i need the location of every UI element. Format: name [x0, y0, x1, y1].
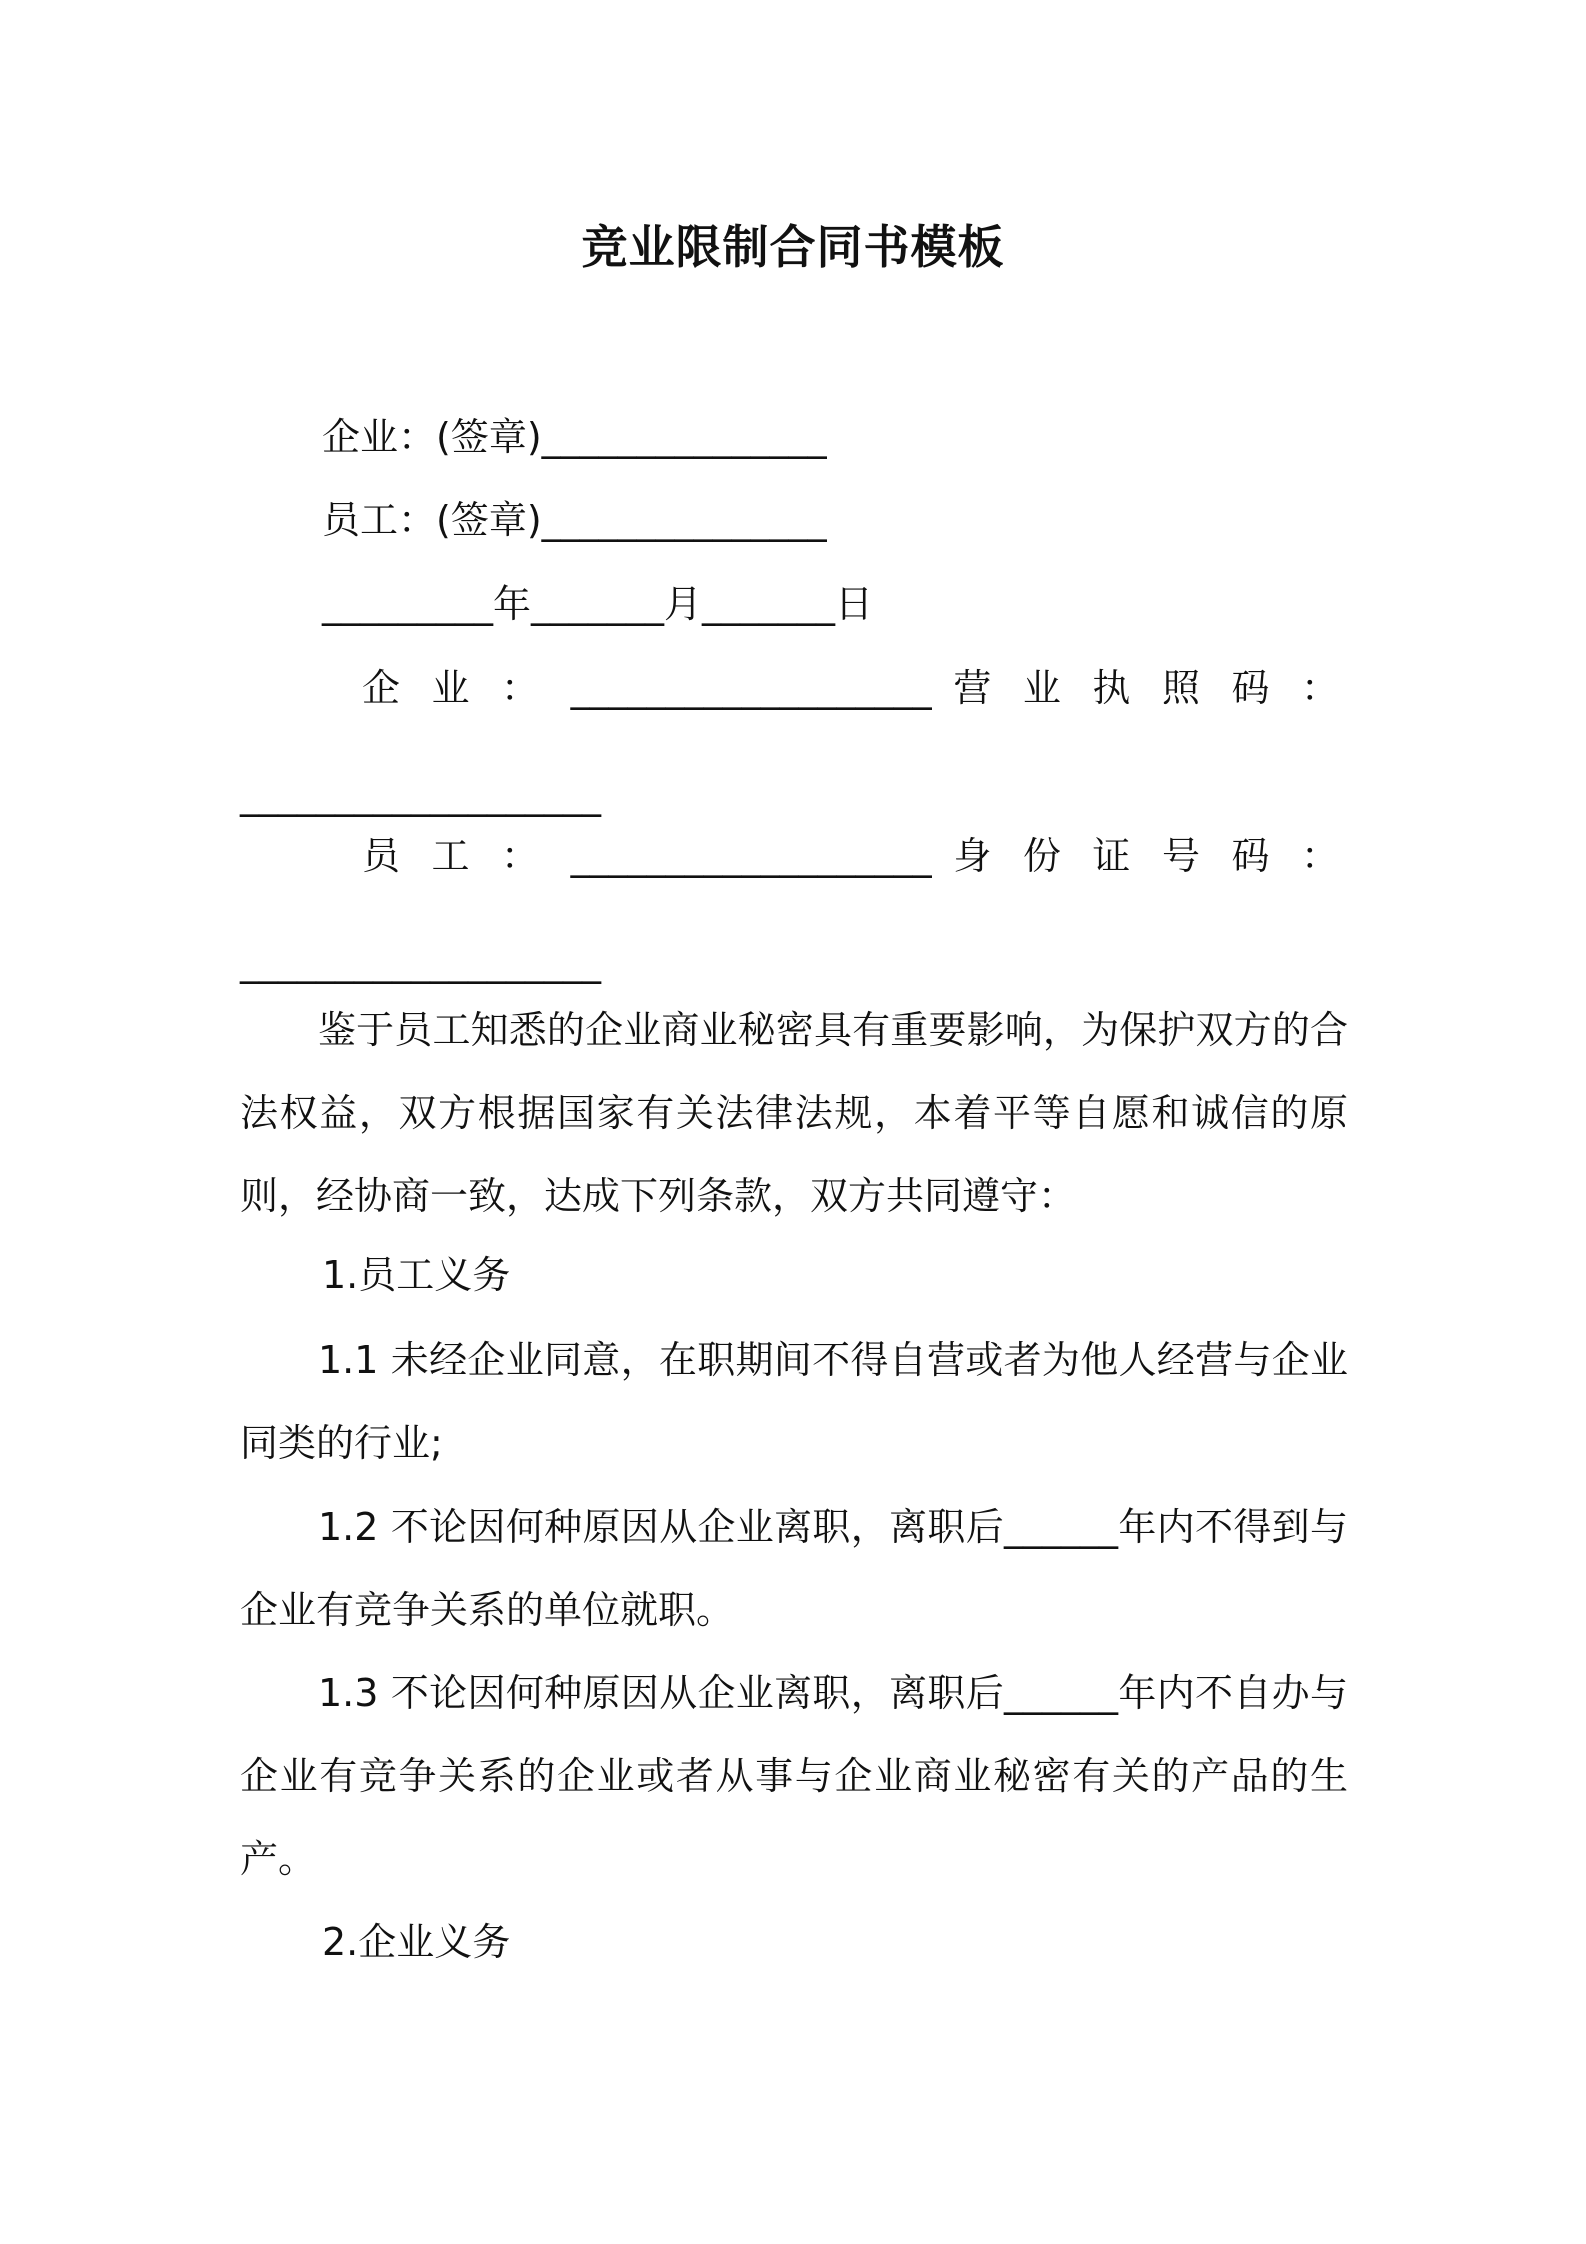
id-blank: ___________________ [240, 940, 601, 984]
employee-signature-line: 员工：(签章)_______________ [322, 498, 827, 542]
section-1-heading: 1.员工义务 [322, 1253, 511, 1297]
section-2-heading: 2.企业义务 [322, 1920, 511, 1964]
company-blank: ___________________ [570, 666, 932, 710]
id-label: 身 份 证 号 码 ： [953, 834, 1339, 878]
date-line: _________年_______月_______日 [322, 582, 874, 626]
company-party-row [362, 658, 1339, 718]
clause-1-3: 1.3 不论因何种原因从企业离职，离职后______年内不自办与企业有竞争关系的企业或者从事与企业商业秘密有关的产品的生产。 [240, 1671, 1348, 1881]
clause-1-1: 1.1 未经企业同意，在职期间不得自营或者为他人经营与企业同类的行业; [240, 1338, 1348, 1465]
preamble-paragraph: 鉴于员工知悉的企业商业秘密具有重要影响，为保护双方的合法权益，双方根据国家有关法律法规，本着平等自愿和诚信的原则，经协商一致，达成下列条款，双方共同遵守： [240, 1008, 1348, 1218]
company-label: 企 业 ： [362, 666, 549, 710]
license-blank: ___________________ [240, 773, 601, 817]
employee-blank: ___________________ [570, 834, 932, 878]
employee-label: 员 工 ： [362, 834, 549, 878]
company-signature-line: 企业：(签章)_______________ [322, 415, 827, 459]
document-title: 竞业限制合同书模板 [581, 220, 1005, 274]
clause-1-2: 1.2 不论因何种原因从企业离职，离职后______年内不得到与企业有竞争关系的单位就职。 [240, 1505, 1348, 1632]
license-label: 营 业 执 照 码 ： [953, 666, 1339, 710]
employee-party-row [362, 826, 1339, 886]
